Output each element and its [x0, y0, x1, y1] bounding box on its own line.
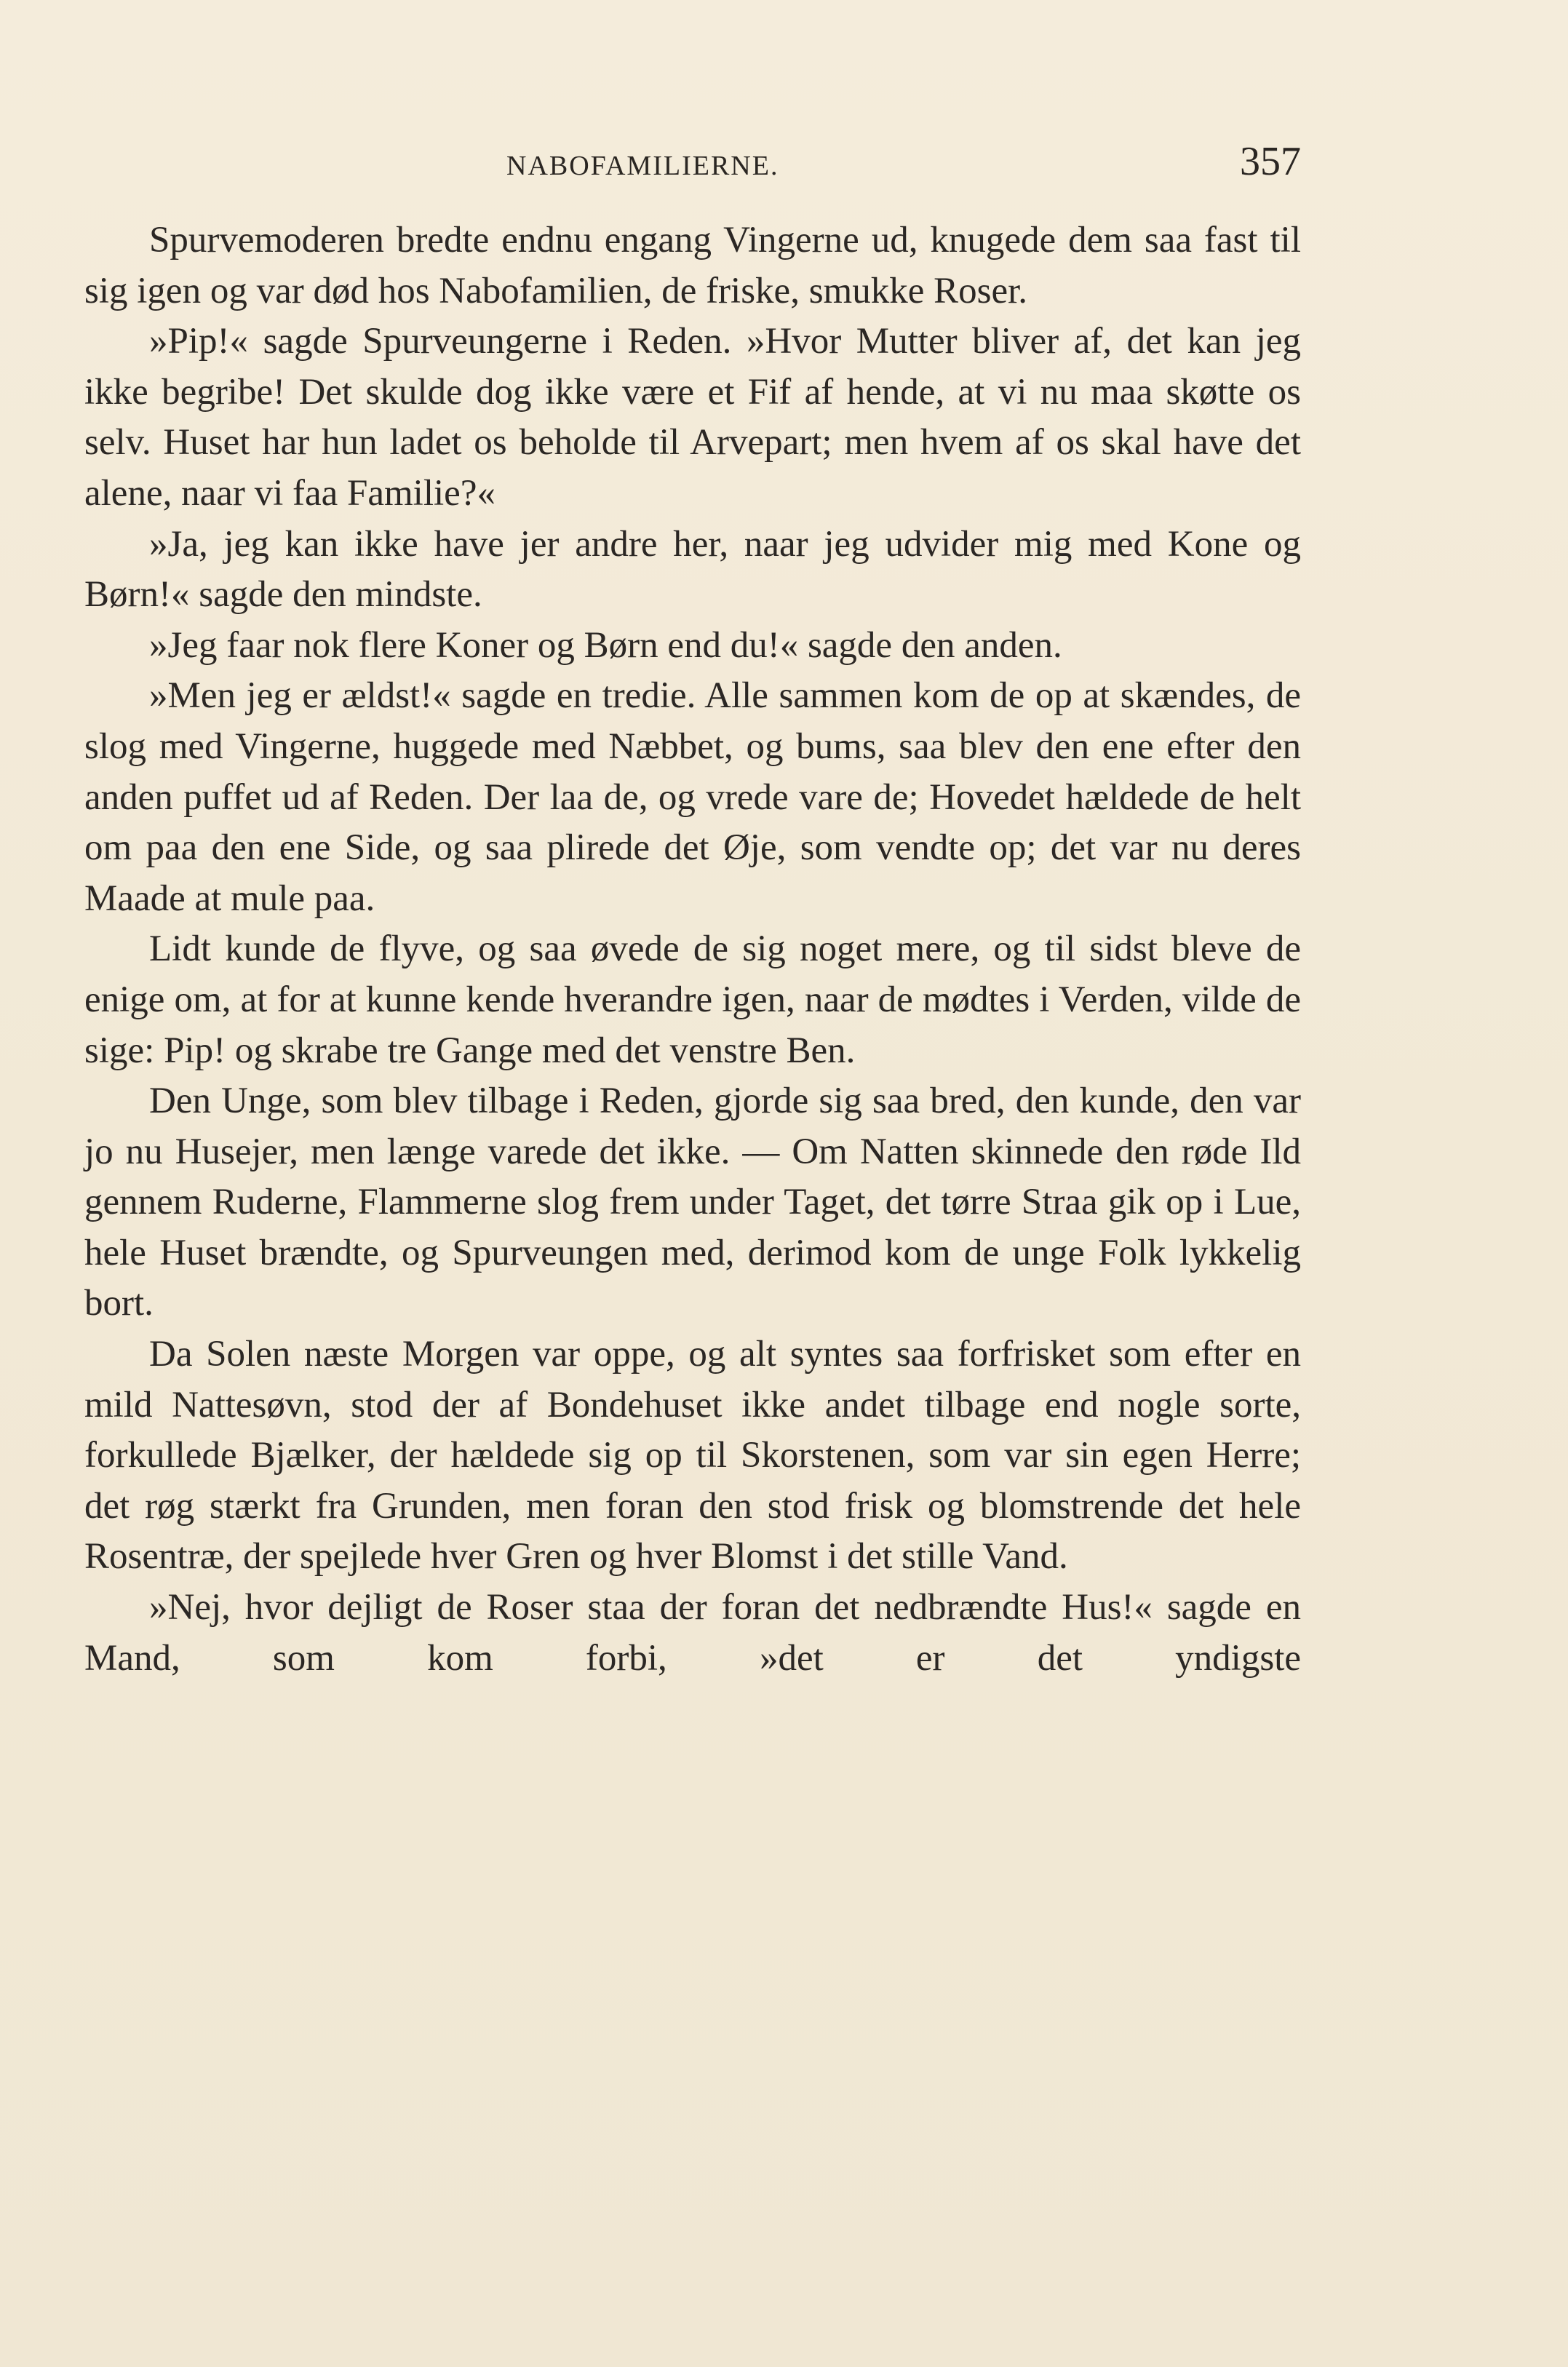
paragraph: Spurvemoderen bredte endnu engang Vingerne ud, knugede dem saa fast til sig igen og var død hos Nabofamilien, de friske, smukke Roser.	[84, 220, 1301, 311]
page-number: 357	[1240, 139, 1301, 184]
paragraph: Da Solen næste Morgen var oppe, og alt syntes saa forfrisket som efter en mild Nattesøvn, stod der af Bondehuset ikke andet tilbage end nogle sorte, forkullede Bjælker, der hældede sig op til Skorstenen, som var sin egen Herre; det røg stærkt fra Grunden, men foran den stod frisk og blomstrende det hele Rosentræ, der spejlede hver Gren og hver Blomst i det stille Vand.	[84, 1334, 1301, 1578]
paragraph: »Men jeg er ældst!« sagde en tredie. Alle sammen kom de op at skændes, de slog med Vingerne, huggede med Næbbet, og bums, saa blev den ene efter den anden puffet ud af Reden. Der laa de, og vrede vare de; Hovedet hældede de helt om paa den ene Side, og saa plirede det Øje, som vendte op; det var nu deres Maade at mule paa.	[84, 675, 1301, 919]
paragraph: »Ja, jeg kan ikke have jer andre her, naar jeg udvider mig med Kone og Børn!« sagde den mindste.	[84, 523, 1301, 616]
running-head	[84, 138, 1301, 189]
paragraph: Den Unge, som blev tilbage i Reden, gjorde sig saa bred, den kunde, den var jo nu Husejer, men længe varede det ikke. — Om Natten skinnede den røde Ild gennem Ruderne, Flammerne slog frem under Taget, det tørre Straa gik op i Lue, hele Huset brændte, og Spurveungen med, derimod kom de unge Folk lykkelig bort.	[84, 1081, 1301, 1324]
body-text	[84, 215, 1301, 1684]
paragraph: Lidt kunde de flyve, og saa øvede de sig noget mere, og til sidst bleve de enige om, at for at kunne kende hverandre igen, naar de mødtes i Verden, vilde de sige: Pip! og skrabe tre Gange med det venstre Ben.	[84, 928, 1301, 1071]
paragraph-last: »Nej, hvor dejligt de Roser staa der foran det nedbrændte Hus!« sagde en Mand, som kom forbi, »det er det yndigste	[84, 1587, 1301, 1679]
paragraph: »Jeg faar nok flere Koner og Børn end du!« sagde den anden.	[149, 624, 1062, 666]
paragraph: »Pip!« sagde Spurveungerne i Reden. »Hvor Mutter bliver af, det kan jeg ikke begribe! Det skulde dog ikke være et Fif af hende, at vi nu maa skøtte os selv. Huset har hun ladet os beholde til Arvepart; men hvem af os skal have det alene, naar vi faa Familie?«	[84, 321, 1301, 514]
running-title: NABOFAMILIERNE.	[506, 151, 779, 181]
